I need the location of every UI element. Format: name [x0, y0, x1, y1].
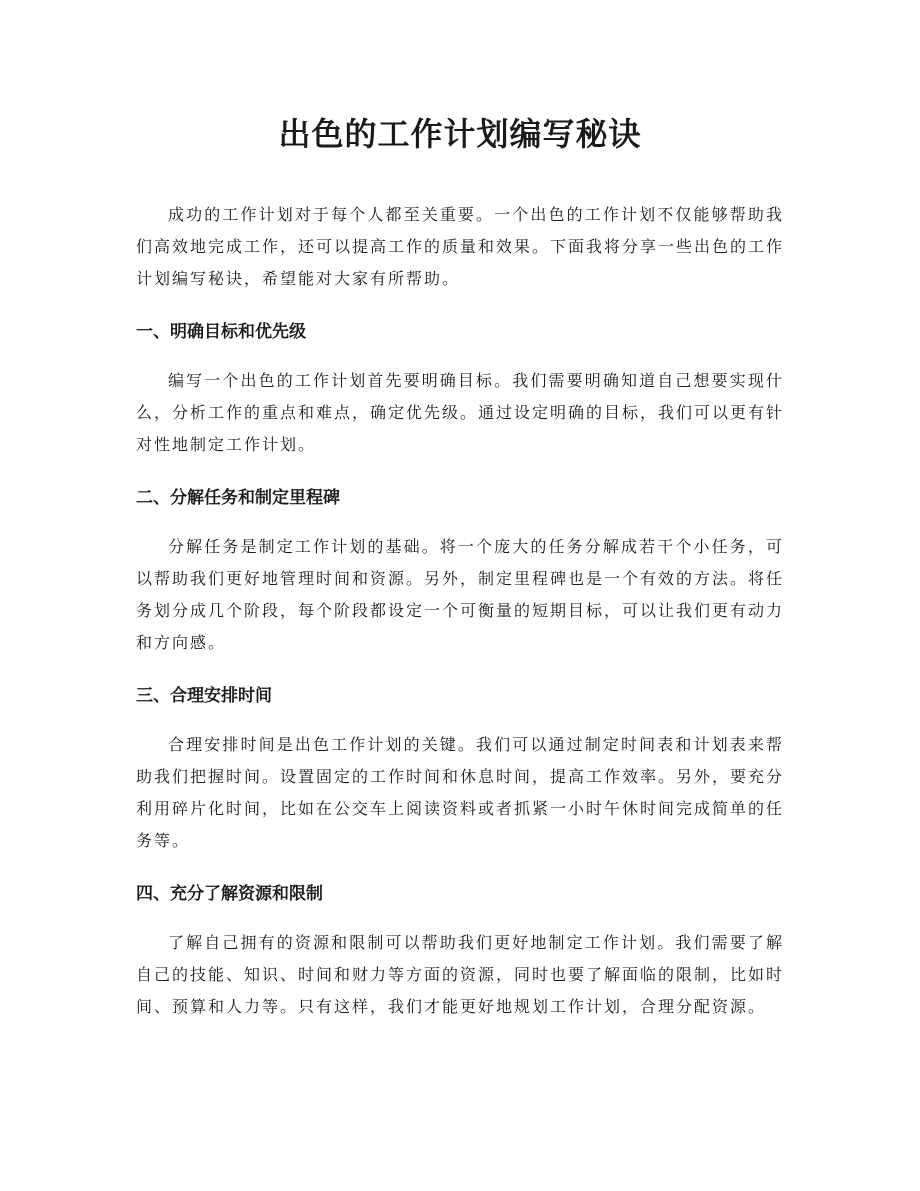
section-heading: 三、合理安排时间 — [136, 686, 272, 706]
intro-paragraph: 成功的工作计划对于每个人都至关重要。一个出色的工作计划不仅能够帮助我们高效地完成工作，还可以提高工作的质量和效果。下面我将分享一些出色的工作计划编写秘诀，希望能对大家有所帮助。 — [136, 205, 785, 288]
section-heading: 四、充分了解资源和限制 — [136, 884, 323, 904]
section-4 — [136, 882, 784, 1023]
section-paragraph: 了解自己拥有的资源和限制可以帮助我们更好地制定工作计划。我们需要了解自己的技能、知识、时间和财力等方面的资源，同时也要了解面临的限制，比如时间、预算和人力等。只有这样，我们才能更好地规划工作计划，合理分配资源。 — [136, 933, 785, 1016]
document-title: 出色的工作计划编写秘诀 — [278, 115, 642, 153]
section-2 — [136, 486, 784, 659]
section-paragraph: 分解任务是制定工作计划的基础。将一个庞大的任务分解成若干个小任务，可以帮助我们更好地管理时间和资源。另外，制定里程碑也是一个有效的方法。将任务划分成几个阶段，每个阶段都设定一个可衡量的短期目标，可以让我们更有动力和方向感。 — [136, 537, 785, 652]
section-3 — [136, 684, 784, 857]
section-paragraph: 编写一个出色的工作计划首先要明确目标。我们需要明确知道自己想要实现什么，分析工作的重点和难点，确定优先级。通过设定明确的目标，我们可以更有针对性地制定工作计划。 — [136, 371, 785, 454]
section-1 — [136, 320, 784, 461]
section-heading: 二、分解任务和制定里程碑 — [136, 488, 340, 508]
section-heading: 一、明确目标和优先级 — [136, 322, 306, 342]
section-paragraph: 合理安排时间是出色工作计划的关键。我们可以通过制定时间表和计划表来帮助我们把握时间。设置固定的工作时间和休息时间，提高工作效率。另外，要充分利用碎片化时间，比如在公交车上阅读资料或者抓紧一小时午休时间完成简单的任务等。 — [136, 735, 785, 850]
